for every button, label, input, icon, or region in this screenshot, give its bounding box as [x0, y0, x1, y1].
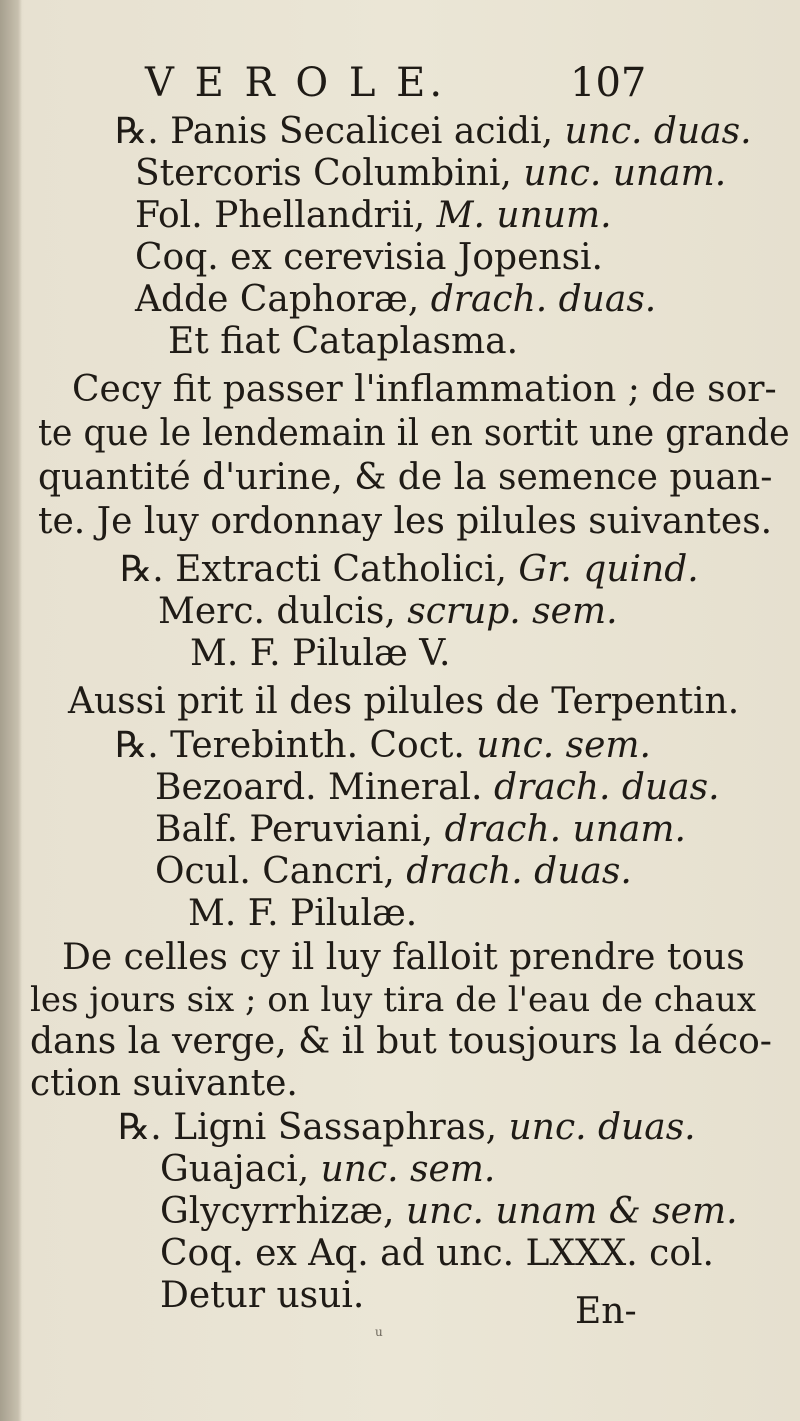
text-line: te. Je luy ordonnay les pilules suivantes.	[38, 501, 773, 542]
text-line: Coq. ex cerevisia Jopensi.	[135, 237, 603, 278]
running-head: V E R O L E.	[145, 60, 447, 106]
text-line: Glycyrrhizæ, unc. unam & sem.	[160, 1191, 738, 1232]
text-line: ℞. Terebinth. Coct. unc. sem.	[115, 725, 651, 766]
text-line: M. F. Pilulæ V.	[190, 633, 451, 674]
catchword: En-	[575, 1291, 637, 1332]
text-line: Merc. dulcis, scrup. sem.	[158, 591, 618, 632]
text-line: M. F. Pilulæ.	[188, 893, 418, 934]
text-line: ℞. Extracti Catholici, Gr. quind.	[120, 549, 699, 590]
text-line: les jours six ; on luy tira de l'eau de chaux	[30, 980, 757, 1020]
text-line: Guajaci, unc. sem.	[160, 1149, 496, 1190]
text-line: Detur usui.	[160, 1275, 365, 1316]
text-line: Coq. ex Aq. ad unc. LXXX. col.	[160, 1233, 714, 1274]
text-line: dans la verge, & il but tousjours la déco-	[30, 1021, 772, 1062]
text-line: Aussi prit il des pilules de Terpentin.	[68, 681, 740, 722]
text-line: te que le lendemain il en sortit une grande	[38, 413, 790, 454]
text-line: ℞. Panis Secalicei acidi, unc. duas.	[115, 111, 752, 152]
text-line: Fol. Phellandrii, M. unum.	[135, 195, 612, 236]
text-line: ℞. Ligni Sassaphras, unc. duas.	[118, 1107, 696, 1148]
text-line: Adde Caphoræ, drach. duas.	[135, 279, 657, 320]
signature-mark: u	[375, 1325, 383, 1339]
text-line: ction suivante.	[30, 1063, 298, 1104]
text-line: Bezoard. Mineral. drach. duas.	[155, 767, 720, 808]
page-gutter-shadow	[0, 0, 22, 1421]
text-line: quantité d'urine, & de la semence puan-	[38, 457, 773, 498]
page-number: 107	[570, 60, 647, 106]
text-line: Ocul. Cancri, drach. duas.	[155, 851, 632, 892]
text-line: Balf. Peruviani, drach. unam.	[155, 809, 686, 850]
text-line: Et fiat Cataplasma.	[168, 321, 519, 362]
text-line: Stercoris Columbini, unc. unam.	[135, 153, 727, 194]
text-line: Cecy fit passer l'inflammation ; de sor-	[72, 369, 777, 410]
text-line: De celles cy il luy falloit prendre tous	[62, 937, 745, 978]
